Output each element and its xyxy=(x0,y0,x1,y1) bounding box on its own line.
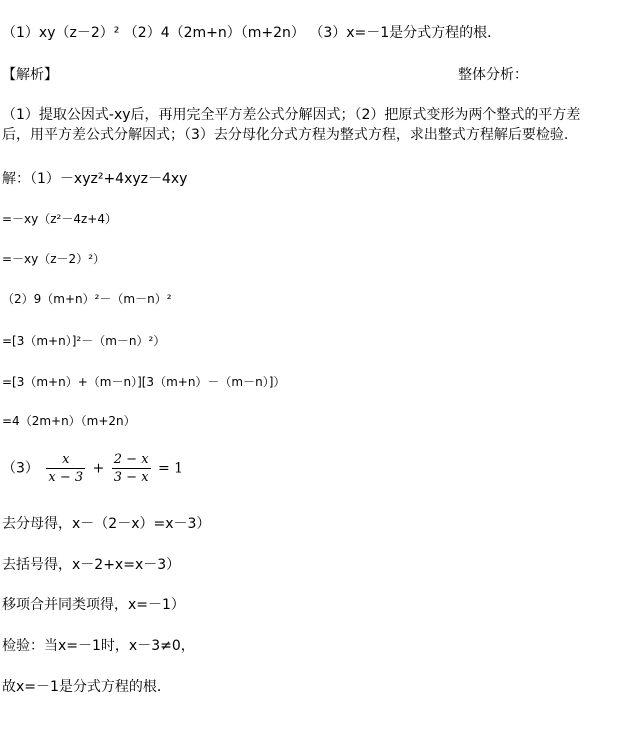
part3-check: 检验：当x=－1时，x－3≠0， xyxy=(2,638,195,654)
part3-conclusion: 故x=－1是分式方程的根． xyxy=(2,679,171,695)
part2-step1: =[3（m+n）]²－（m－n）²） xyxy=(2,334,166,348)
fraction-2-numerator: 2 − x xyxy=(113,452,149,467)
part3-step2: 去括号得，x－2+x=x－3） xyxy=(2,557,181,573)
analysis-paragraph-1: （1）提取公因式-xy后，再用完全平方差公式分解因式；（2）把原式变形为两个整式的平方差 xyxy=(2,107,581,123)
fraction-1-denominator: x − 3 xyxy=(48,470,84,485)
equals-one: = 1 xyxy=(158,460,184,477)
analysis-paragraph-2: 后，用平方差公式分解因式；（3）去分母化分式方程为整式方程，求出整式方程解后要检验. xyxy=(2,127,569,143)
plus-sign: + xyxy=(92,460,105,477)
fraction-1-numerator: x xyxy=(46,452,85,469)
part3-step1: 去分母得，x－（2－x）=x－3） xyxy=(2,516,211,532)
jiexi-label: 【解析】 xyxy=(2,67,58,83)
part2-step2: =[3（m+n）+（m－n）][3（m+n）－（m－n）]） xyxy=(2,375,286,389)
solution-intro: 解：（1）－xyz²+4xyz－4xy xyxy=(2,171,188,187)
analysis-title: 整体分析： xyxy=(458,67,528,83)
fraction-1 xyxy=(46,452,85,485)
part1-step2: =－xy（z－2）²） xyxy=(2,252,106,266)
part2-start: （2）9（m+n）²－（m－n）² xyxy=(2,292,172,306)
fraction-2-denominator: 3 − x xyxy=(113,470,149,485)
part3-step3: 移项合并同类项得，x=－1） xyxy=(2,597,185,613)
part3-label: （3） xyxy=(2,460,39,477)
part3-equation xyxy=(2,452,183,485)
answer-summary: （1）xy（z－2）² （2）4（2m+n）（m+2n） （3）x=－1是分式方程的根． xyxy=(2,25,502,41)
fraction-2 xyxy=(112,452,151,485)
part1-step1: =－xy（z²－4z+4） xyxy=(2,212,117,226)
part2-step3: =4（2m+n）（m+2n） xyxy=(2,414,136,428)
